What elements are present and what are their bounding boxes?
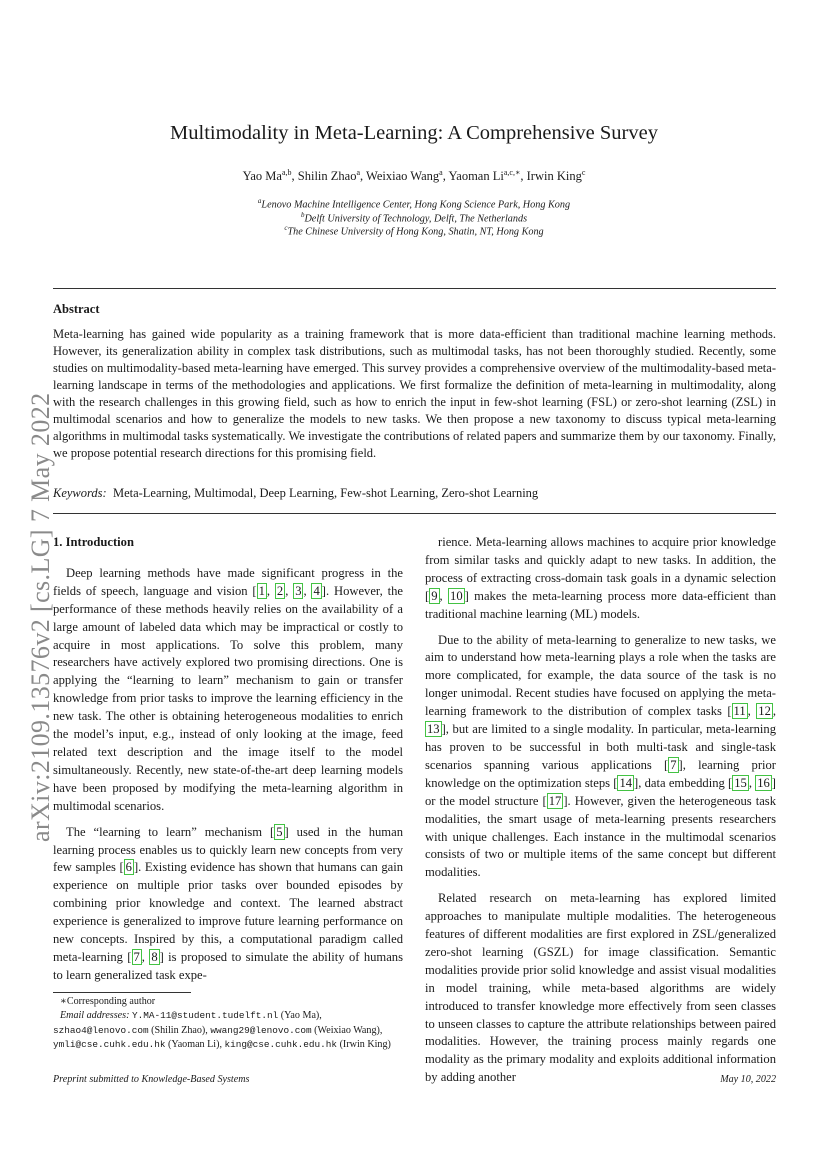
citation-link[interactable]: 7 (670, 757, 677, 772)
email-address-link[interactable]: Y.MA-11@student.tudelft.nl (131, 1010, 279, 1022)
author-affiliation-mark: a,c,∗ (503, 168, 521, 177)
citation-link[interactable]: 16 (757, 775, 770, 790)
keywords-list: Meta-Learning, Multimodal, Deep Learning, Few-shot Learning, Zero-shot Learning (112, 486, 539, 500)
paragraph: Related research on meta-learning has explored limited approaches to manipulate multiple modalities. The heterogeneous features of different modalities are first explored in ZSL/generalized zero-shot learning (GSZL) for image classification. Semantic modalities provide prior solid knowledge and assist visual modalities in model training, while meta-based algorithms are widely introduced to transfer knowledge more effectively from seen classes to unseen classes to capture the attribute relationships between paired modalities. However, the training process mainly regards one modality as the primary modality and exploits additional information by adding another (425, 891, 776, 1085)
email-owner: (Irwin King) (337, 1038, 391, 1050)
arxiv-identifier: arXiv:2109.13576v2 [cs.LG] 7 May 2022 (26, 392, 55, 842)
citation-link[interactable]: 4 (313, 583, 320, 598)
affiliation-text: Delft University of Technology, Delft, The Netherlands (304, 213, 528, 225)
footer-journal: Preprint submitted to Knowledge-Based Systems (53, 1074, 250, 1085)
affiliation-b (0, 211, 828, 224)
author-name: Irwin King (526, 169, 582, 184)
affiliation-mark: a (257, 197, 262, 205)
abstract-bottom-rule (53, 513, 776, 514)
footnote (53, 995, 403, 1052)
citation-link[interactable]: 2 (276, 583, 284, 598)
citation-link[interactable]: 5 (276, 824, 283, 839)
affiliation-mark: b (300, 211, 305, 219)
email-owner: (Yao Ma), (278, 1010, 322, 1022)
email-owner: (Yaoman Li), (165, 1038, 222, 1050)
abstract-top-rule (53, 288, 776, 289)
section-heading: 1. Introduction (53, 535, 134, 549)
author-affiliation-mark: c (581, 168, 586, 177)
author-name: Yao Ma (242, 169, 282, 184)
citation-link[interactable]: 9 (431, 588, 438, 603)
email-address-link[interactable]: king@cse.cuhk.edu.hk (224, 1038, 338, 1050)
citation-link[interactable]: 13 (427, 722, 440, 737)
email-addresses (53, 1009, 403, 1052)
paragraph: Due to the ability of meta-learning to generalize to new tasks, we aim to understand how meta-learning plays a role when the tasks are more complicated, for example, the data source of the task is no longer unimodal. Recent studies have focused on applying the meta-learning framework to the distribution of complex tasks [ 11 , 12 , 13 ], but are limited to a single modality. In particular, meta-learning has proven to be successful in both multi-task and single-task scenarios spanning various applications [ 7 ], learning prior knowledge on the optimization steps [ 14 ], data embedding [ 15 , 16 ] or the model structure [ 17 ]. However, given the heterogeneous task modalities, the smart usage of meta-learning presents researchers with unique challenges. Each instance in the multimodal scenarios consists of two or multiple items of the same concept but different modalities. (425, 632, 777, 880)
citation-link[interactable]: 14 (619, 775, 633, 790)
email-address-link[interactable]: szhao4@lenovo.com (53, 1024, 149, 1036)
citation-link[interactable]: 17 (548, 793, 562, 808)
left-paragraphs (53, 565, 403, 985)
affiliation-mark: c (284, 224, 288, 232)
citation-link[interactable]: 12 (758, 704, 771, 719)
email-owner: (Weixiao Wang), (311, 1024, 383, 1036)
affiliation-c (0, 224, 828, 237)
abstract-heading: Abstract (53, 302, 100, 316)
affiliation-a (0, 197, 828, 210)
author-name: Shilin Zhao (297, 169, 357, 184)
paragraph: The “learning to learn” mechanism [ 5 ] used in the human learning process enables us to quickly learn new concepts from very few samples [ 6 ]. Existing evidence has shown that humans can gain experience on multiple prior tasks over bounded episodes by combining prior knowledge and context. The learned abstract experience is generalized to improve future learning performance on new concepts. Inspired by this, a computational paradigm called meta-learning [ 7 , 8 ] is proposed to simulate the ability of humans to learn generalized task expe- (53, 824, 403, 982)
abstract-text: Meta-learning has gained wide popularity as a training framework that is more data-efficient than traditional machine learning methods. However, its generalization ability in complex task distributions, such as multimodal tasks, has not been thoroughly studied. Recently, some studies on multimodality-based meta-learning have emerged. This survey provides a comprehensive overview of the multimodality-based meta-learning landscape in terms of the methodologies and applications. We first formalize the definition of meta-learning in multimodality, along with the research challenges in this growing field, such as how to enrich the input in few-shot learning (FSL) or zero-shot learning (ZSL) in multimodal scenarios and how to generalize the models to new tasks. We then propose a new taxonomy to discuss typical meta-learning algorithms in multimodal tasks systematically. We investigate the contributions of related papers and summarize them by our taxonomy. Finally, we propose potential research directions for this promising field. (53, 327, 776, 461)
author-affiliation-mark: a,b (281, 168, 292, 177)
right-paragraphs (425, 534, 776, 1087)
author-affiliation-mark: a (439, 168, 443, 177)
email-address-link[interactable]: ymli@cse.cuhk.edu.hk (53, 1038, 166, 1050)
paper-title: Multimodality in Meta-Learning: A Comprehensive Survey (170, 122, 658, 144)
affiliation-text: Lenovo Machine Intelligence Center, Hong Kong Science Park, Hong Kong (261, 199, 571, 211)
email-owner: (Shilin Zhao), (148, 1024, 208, 1036)
keywords (53, 486, 538, 501)
affiliation-text: The Chinese University of Hong Kong, Shatin, NT, Hong Kong (287, 226, 544, 238)
author-name: Weixiao Wang (366, 169, 440, 184)
citation-link[interactable]: 10 (450, 588, 463, 603)
citation-link[interactable]: 1 (258, 583, 265, 598)
citation-link[interactable]: 3 (295, 583, 302, 598)
footnote-rule (53, 992, 191, 993)
email-label: Email addresses: (60, 1010, 130, 1022)
corresponding-author-note: ∗Corresponding author (60, 996, 156, 1007)
paragraph: rience. Meta-learning allows machines to acquire prior knowledge from similar tasks and quickly adapt to new tasks. In addition, the process of extracting cross-domain task goals in a dynamic selection [ 9 , 10 ] makes the meta-learning process more data-efficient than traditional machine learning (ML) models. (425, 535, 776, 621)
author-affiliation-mark: a (356, 168, 361, 177)
left-column (53, 534, 403, 985)
citation-link[interactable]: 11 (733, 704, 746, 719)
right-column (425, 534, 776, 1087)
citation-link[interactable]: 8 (151, 949, 158, 964)
citation-link[interactable]: 7 (133, 949, 140, 964)
citation-link[interactable]: 15 (734, 775, 747, 790)
citation-link[interactable]: 6 (125, 860, 132, 875)
keywords-label: Keywords: (53, 486, 107, 500)
author-list: Yao Ma$^{a,b}$, Shilin Zhao$^a$, Weixiao Wang$^a$, Yaoman $Li^{a,c,∗}$, Irwin King$^c$ (242, 168, 586, 184)
footer-date: May 10, 2022 (720, 1074, 776, 1085)
email-address-link[interactable]: wwang29@lenovo.com (210, 1024, 312, 1036)
paragraph: Deep learning methods have made significant progress in the fields of speech, language and vision [ 1 , 2 , 3 , 4 ]. However, the performance of these methods heavily relies on the availability of a large amount of labeled data which may be impractical or costly to acquire in most applications. To solve this problem, many researchers have actively explored two promising directions. One is applying the “learning to learn” mechanism to gain or transfer knowledge from prior tasks to improve the learning efficiency in the new task. The other is obtaining heterogeneous modalities to enrich the model’s input, e.g., instead of only looking at the image, feed related text description and the image itself to the model simultaneously. Recently, new state-of-the-art deep learning models have been proposed by modifying the meta-learning algorithm in multimodal scenarios. (53, 565, 404, 813)
author-name: Yaoman Li (448, 169, 504, 184)
